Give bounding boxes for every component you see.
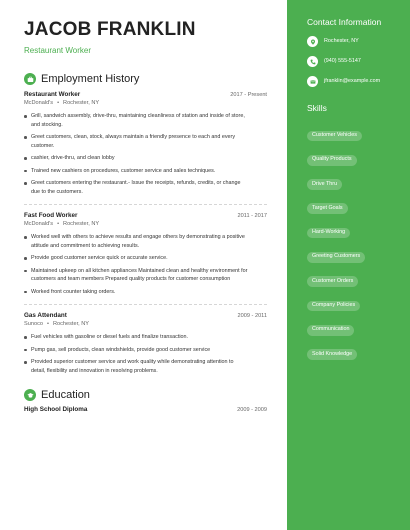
list-item: Fuel vehicles with gasoline or diesel fuels and finalize transaction. [24, 333, 249, 342]
contact-location-text: Rochester, NY [324, 38, 359, 44]
job-title: Restaurant Worker [24, 91, 81, 98]
degree-dates: 2009 - 2009 [237, 407, 267, 413]
job-bullets [24, 233, 267, 296]
job-title: Fast Food Worker [24, 212, 78, 219]
phone-icon [307, 56, 318, 67]
education-section-header [24, 389, 267, 401]
contact-section-title: Contact Information [307, 17, 382, 27]
list-item: Worked front counter taking orders. [24, 288, 249, 297]
contact-location [307, 37, 396, 47]
list-item: Grill, sandwich assembly, drive-thru, maintaining cleanliness of station and inside of store, and stocking. [24, 112, 249, 129]
briefcase-icon [24, 73, 36, 85]
divider [24, 204, 267, 205]
list-item: Provide good customer service quick or accurate service. [24, 254, 249, 263]
degree-title: High School Diploma [24, 406, 88, 413]
list-item: Greet customers, clean, stock, always maintain a friendly presence to each and every customer. [24, 133, 249, 150]
job-title: Gas Attendant [24, 312, 67, 319]
list-item: Provided superior customer service and work quality while demonstrating attention to detail, flexibility and innovation in resolving problems. [24, 358, 249, 375]
job-entry [24, 212, 267, 296]
list-item: Worked well with others to achieve results and engage others by demonstrating a positive attitude and commitment to achieving results. [24, 233, 249, 250]
job-entry [24, 91, 267, 196]
envelope-icon [307, 76, 318, 87]
skills-list [307, 123, 396, 366]
list-item: Trained new cashiers on procedures, customer service and sales techniques. [24, 167, 249, 176]
job-dates: 2017 - Present [230, 92, 267, 98]
job-dates: 2009 - 2011 [237, 313, 267, 319]
divider [24, 304, 267, 305]
job-company-location: McDonald's • Rochester, NY [24, 100, 100, 106]
location-pin-icon [307, 36, 318, 47]
employment-section-header [24, 73, 267, 85]
skill-tag: Target Goals [307, 203, 348, 214]
education-entry [24, 406, 267, 413]
education-section-title: Education [41, 389, 90, 401]
candidate-role: Restaurant Worker [24, 46, 91, 55]
list-item: Pump gas, sell products, clean windshields, provide good customer service [24, 346, 249, 355]
skill-tag: Quality Products [307, 155, 357, 166]
graduation-cap-icon [24, 389, 36, 401]
skill-tag: Communication [307, 325, 354, 336]
skills-section-title: Skills [307, 103, 327, 113]
job-company-location: Sunoco • Rochester, NY [24, 321, 90, 327]
skill-tag: Greeting Customers [307, 252, 365, 263]
contact-email [307, 77, 396, 87]
job-company: Sunoco [24, 321, 43, 327]
list-item: cashier, drive-thru, and clean lobby [24, 154, 249, 163]
job-company-location: McDonald's • Rochester, NY [24, 221, 100, 227]
employment-section-title: Employment History [41, 73, 140, 85]
skill-tag: Customer Vehicles [307, 131, 362, 142]
contact-phone-text: (940) 555-5147 [324, 58, 361, 64]
job-location: Rochester, NY [63, 221, 100, 227]
job-location: Rochester, NY [52, 321, 90, 327]
sidebar [287, 0, 410, 530]
list-item: Greet customers entering the restaurant.- Issue the receipts, refunds, credits, or change due to the customers. [24, 179, 249, 196]
skill-tag: Company Policies [307, 301, 360, 312]
contact-phone [307, 57, 396, 67]
job-company: McDonald's [24, 100, 54, 106]
list-item: Maintained upkeep on all kitchen appliances Maintained clean and healthy environment for customers and team members Prepared quality products for customer consumption [24, 267, 249, 284]
job-company: McDonald's [24, 221, 54, 227]
job-location: Rochester, NY [63, 100, 100, 106]
contact-email-text: jfranklin@example.com [324, 78, 381, 84]
skill-tag: Hard-Working [307, 228, 350, 239]
candidate-name: JACOB FRANKLIN [24, 19, 196, 40]
skill-tag: Solid Knowledge [307, 349, 357, 360]
skill-tag: Drive Thru [307, 179, 342, 190]
job-entry [24, 312, 267, 375]
skill-tag: Customer Orders [307, 276, 358, 287]
job-dates: 2011 - 2017 [237, 213, 267, 219]
job-bullets [24, 112, 267, 196]
job-bullets [24, 333, 267, 375]
